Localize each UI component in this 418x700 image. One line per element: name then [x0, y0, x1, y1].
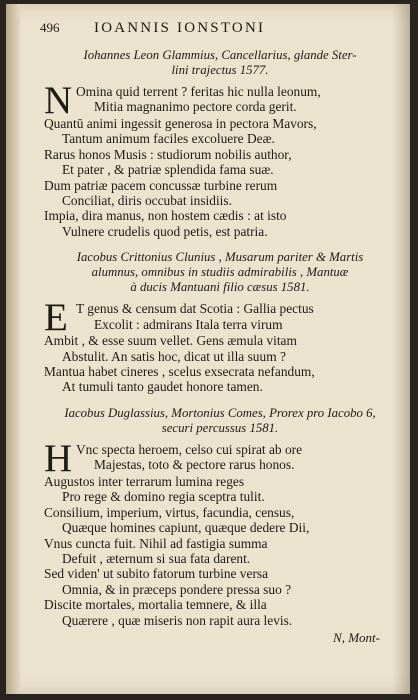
book-page [6, 4, 410, 694]
epitaph-poem [44, 296, 396, 395]
section-gap [44, 239, 396, 248]
epitaph-section [44, 406, 396, 628]
verse-line: Vnc specta heroem, celso cui spirat ab ore [76, 441, 303, 457]
verse-line: T genus & censum dat Scotia : Gallia pectus [76, 301, 314, 317]
verse-line: Omnia, & in præceps pondere pressa suo ? [62, 581, 292, 597]
epitaph-title-line: à ducis Mantuani filio cæsus 1581. [130, 280, 310, 295]
epitaph-title-line: Iacobus Crittonius Clunius , Musarum pariter & Martis [76, 250, 364, 265]
verse-line: Rarus honos Musis : studiorum nobilis author, [44, 146, 292, 162]
epitaph-title-line: Iacobus Duglassius, Mortonius Comes, Prorex pro Iacobo 6, [64, 405, 376, 420]
page-number: 496 [40, 20, 60, 35]
verse-line: Discite mortales, mortalia temnere, & illa [44, 597, 267, 613]
verse-line: Defuit , æternum si sua fata darent. [62, 550, 251, 566]
epitaph-title [44, 250, 396, 295]
verse-line: Consilium, imperium, virtus, facundia, census, [44, 504, 295, 520]
verse-line: Mitia magnanimo pectore corda gerit. [94, 99, 297, 115]
verse-line: Vnus cuncta fuit. Nihil ad fastigia summa [44, 535, 268, 551]
page-header [40, 20, 390, 42]
drop-cap-lines [76, 301, 396, 333]
verse-line: Impia, dira manus, non hostem cædis : at isto [44, 208, 287, 224]
verse-line: Abstulit. An satis hoc, dicat ut illa suum ? [62, 348, 286, 364]
verse-line: Omina quid terrent ? feritas hic nulla leonum, [76, 84, 321, 99]
verse-line: Pro rege & domino regia sceptra tulit. [62, 489, 265, 505]
drop-cap-block [44, 436, 396, 480]
drop-cap: H [44, 436, 73, 480]
epitaph-title [44, 406, 396, 436]
drop-cap-lines [76, 442, 396, 474]
running-head: IOANNIS IONSTONI [94, 20, 266, 36]
drop-cap-block [44, 79, 396, 122]
epitaph-section [44, 48, 396, 239]
drop-cap: E [44, 296, 68, 340]
page-binding-shadow [6, 4, 20, 694]
epitaph-title-line: alumnus, omnibus in studiis admirabilis , Mantuæ [91, 265, 349, 280]
drop-cap: N [44, 79, 73, 122]
epitaph-poem [44, 436, 396, 628]
verse-line: Augustos inter terrarum lumina reges [44, 473, 245, 489]
verse-line: Sed viden' ut subito fatorum turbine versa [44, 566, 269, 582]
verse-line: Ambit , & esse suum vellet. Gens æmula vitam [44, 333, 297, 349]
verse-line: Vulnere crudelis quod petis, est patria. [62, 223, 268, 239]
section-gap [44, 395, 396, 404]
catchword: N, Mont- [333, 630, 380, 645]
verse-line: Quærere , quæ miseris non rapit aura levis. [62, 612, 293, 628]
page-body [44, 46, 396, 628]
drop-cap-lines [76, 84, 396, 116]
epitaph-title-line: securi percussus 1581. [161, 420, 279, 435]
verse-line: Dum patriæ pacem concussæ turbine rerum [44, 177, 278, 193]
epitaph-poem [44, 79, 396, 239]
drop-cap-block [44, 296, 396, 340]
epitaph-title [44, 48, 396, 78]
verse-line: Mantua habet cineres , scelus exsecrata nefandum, [44, 364, 315, 380]
verse-line: Tantum animum faciles excoluere Deæ. [62, 131, 275, 147]
verse-line: Majestas, toto & pectore rarus honos. [94, 457, 295, 473]
verse-line: At tumuli tanto gaudet honore tamen. [62, 379, 263, 395]
verse-line: Conciliat, diris occubat insidiis. [62, 193, 232, 209]
epitaph-section [44, 250, 396, 395]
verse-line: Et pater , & patriæ splendida fama suæ. [62, 162, 274, 178]
verse-line: Excolit : admirans Itala terra virum [94, 316, 283, 332]
verse-line: Quæque homines capiunt, quæque dedere Dii, [62, 520, 310, 536]
epitaph-title-line: lini trajectus 1577. [171, 63, 269, 77]
verse-line: Quantū animi ingessit generosa in pectora Mavors, [44, 116, 317, 131]
epitaph-title-line: Iohannes Leon Glammius, Cancellarius, glande Ster- [83, 48, 357, 62]
